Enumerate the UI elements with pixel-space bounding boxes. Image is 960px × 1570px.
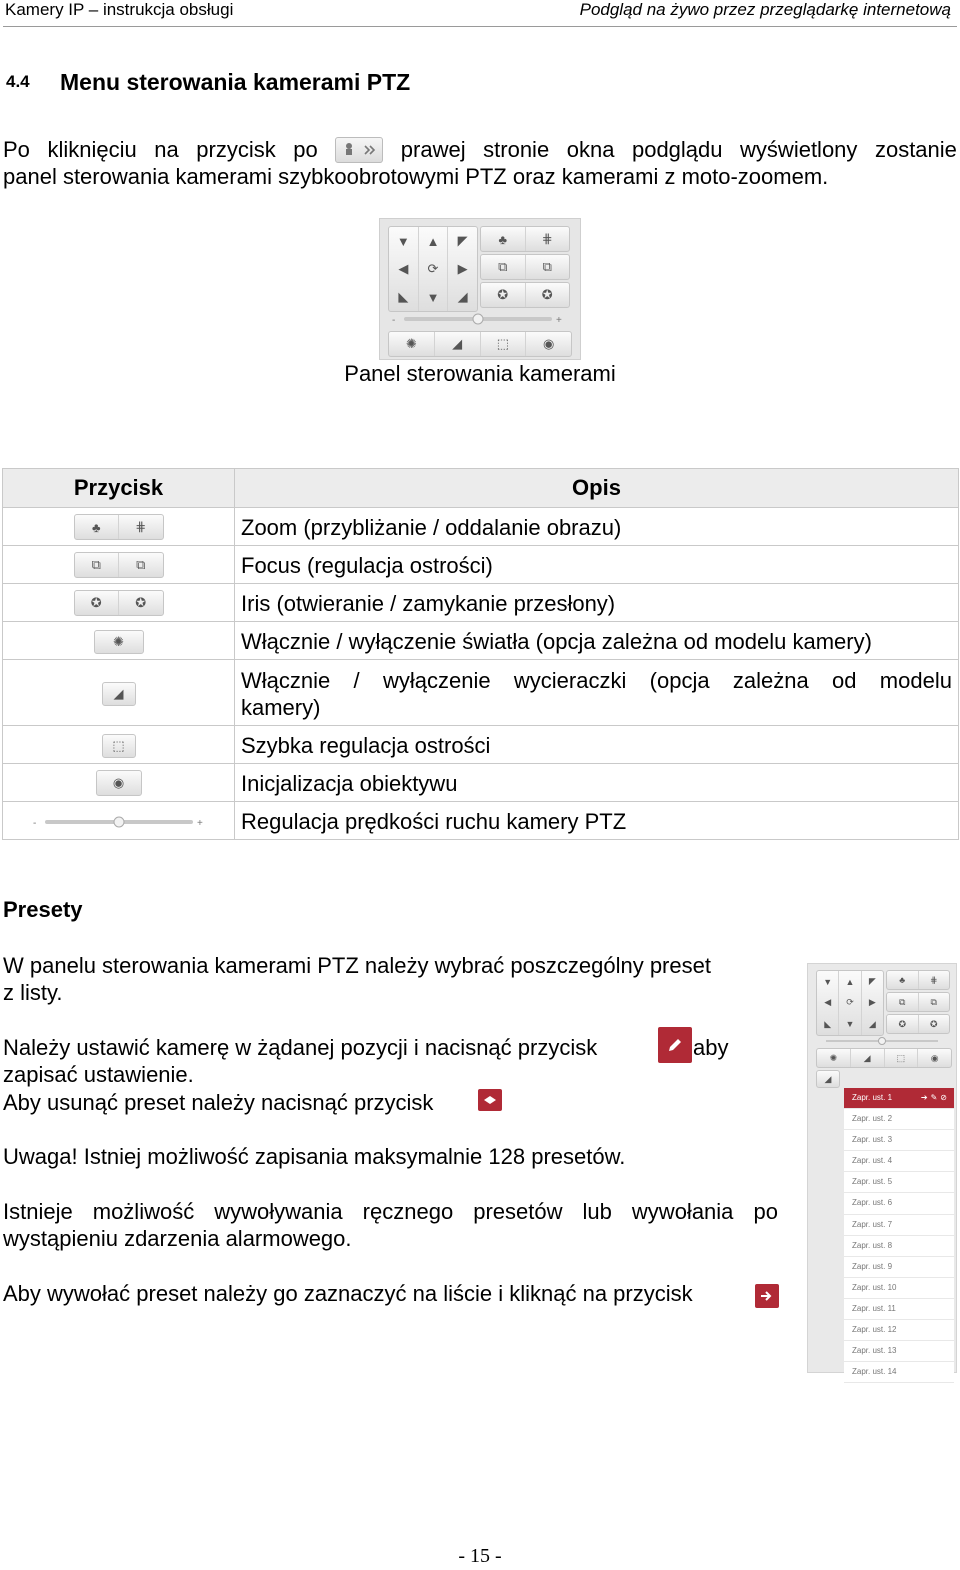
button-table <box>2 468 959 840</box>
header-right: Podgląd na żywo przez przeglądarkę internetową <box>579 0 951 19</box>
speed-slider-icon <box>29 815 209 829</box>
presets-p5-line1 <box>3 1198 778 1226</box>
direction-pad <box>388 226 478 312</box>
preset-label: Zapr. ust. 1 <box>852 1093 893 1103</box>
intro-word: prawej <box>400 137 466 162</box>
presets-p1-line1: W panelu sterowania kamerami PTZ należy wybrać poszczególny preset <box>3 953 711 978</box>
focus-far-icon[interactable]: ⧉ <box>525 255 570 279</box>
table-row <box>3 726 959 764</box>
zoom-out-icon: ⋕ <box>118 515 163 539</box>
zoom-group <box>480 226 570 252</box>
intro-word: przycisk <box>196 137 276 162</box>
arrow-down-left-icon[interactable]: ◣ <box>398 289 409 304</box>
table-row <box>3 660 959 726</box>
arrow-right-icon[interactable]: ▶ <box>861 992 883 1013</box>
p5-word: lub <box>582 1199 612 1224</box>
small-speed-slider[interactable] <box>816 1036 948 1046</box>
table-desc: Focus (regulacja ostrości) <box>235 546 959 584</box>
wiper-desc-line-1 <box>241 667 952 694</box>
preset-actions-icon: ➔✎⊘ <box>920 1093 950 1103</box>
wiper-desc-line-2: kamery) <box>241 694 321 720</box>
light-icon: ✺ <box>113 633 124 649</box>
iris-close-icon: ✪ <box>118 591 163 615</box>
presets-p3: Aby usunąć preset należy nacisnąć przycisk <box>3 1090 434 1115</box>
ptz-panel <box>379 218 581 360</box>
focus-near-icon: ⧉ <box>91 557 101 573</box>
desc-word: modelu <box>879 667 952 693</box>
arrow-up-icon[interactable]: ▲ <box>838 971 860 992</box>
p5-word: po <box>753 1199 778 1224</box>
table-desc: Szybka regulacja ostrości <box>235 726 959 764</box>
quick-focus-icon[interactable]: ⬚ <box>480 332 526 356</box>
list-item[interactable]: Zapr. ust. 13 <box>844 1341 954 1362</box>
list-item[interactable]: Zapr. ust. 4 <box>844 1151 954 1172</box>
arrow-down-right-icon[interactable]: ◢ <box>861 1014 883 1035</box>
preset-tab-icon: ◢ <box>824 1073 832 1084</box>
list-item[interactable]: Zapr. ust. 9 <box>844 1257 954 1278</box>
list-item[interactable]: Zapr. ust. 11 <box>844 1299 954 1320</box>
table-desc: Inicjalizacja obiektywu <box>235 764 959 802</box>
table-desc: Zoom (przybliżanie / oddalanie obrazu) <box>235 508 959 546</box>
list-item[interactable]: Zapr. ust. 5 <box>844 1172 954 1193</box>
speed-slider <box>3 802 235 840</box>
table-row <box>3 508 959 546</box>
list-item[interactable]: Zapr. ust. 14 <box>844 1362 954 1383</box>
iris-open-icon[interactable]: ✪ <box>898 1018 907 1029</box>
p5-word: ręcznego <box>362 1199 454 1224</box>
small-direction-pad <box>816 970 884 1036</box>
intro-word: Po <box>3 137 30 162</box>
ptz-preset-panel <box>807 963 957 1377</box>
table-row <box>3 584 959 622</box>
auto-rotate-icon[interactable]: ⟳ <box>838 992 860 1013</box>
wiper-icon[interactable]: ◢ <box>850 1049 884 1067</box>
wiper-icon[interactable]: ◢ <box>434 332 480 356</box>
list-item[interactable]: Zapr. ust. 12 <box>844 1320 954 1341</box>
lens-init-icon[interactable]: ◉ <box>525 332 571 356</box>
list-item[interactable]: Zapr. ust. 6 <box>844 1193 954 1214</box>
delete-preset-icon <box>478 1089 502 1111</box>
table-header-row <box>3 469 959 508</box>
section-title: Menu sterowania kamerami PTZ <box>60 69 411 95</box>
presets-p4: Uwaga! Istniej możliwość zapisania maksymalnie 128 presetów. <box>3 1144 626 1169</box>
speed-slider[interactable] <box>388 312 568 326</box>
iris-group <box>480 282 570 308</box>
light-button <box>3 622 235 660</box>
table-desc: Regulacja prędkości ruchu kamery PTZ <box>235 802 959 840</box>
zoom-buttons <box>3 508 235 546</box>
presets-p2-line2: zapisać ustawienie. <box>3 1062 194 1087</box>
iris-close-icon[interactable]: ✪ <box>525 283 570 307</box>
section-number: 4.4 <box>6 72 30 91</box>
table-header-button: Przycisk <box>3 469 235 508</box>
desc-word: (opcja <box>649 667 710 693</box>
wiper-button <box>3 660 235 726</box>
iris-open-icon: ✪ <box>90 595 102 611</box>
desc-word: od <box>832 667 857 693</box>
focus-near-icon[interactable]: ⧉ <box>498 259 508 274</box>
iris-close-icon[interactable]: ✪ <box>918 1015 950 1033</box>
desc-word: / <box>353 667 360 693</box>
arrow-up-right-icon[interactable]: ◤ <box>447 227 477 255</box>
intro-line-1 <box>3 136 957 164</box>
save-preset-icon <box>658 1027 692 1063</box>
zoom-in-icon: ♣ <box>91 519 101 535</box>
p5-word: wywoływania <box>214 1199 343 1224</box>
quick-focus-button <box>3 726 235 764</box>
arrow-down-right-icon[interactable]: ◢ <box>447 283 477 311</box>
arrow-down-left-icon[interactable]: ◣ <box>824 1018 832 1029</box>
lens-init-icon: ◉ <box>112 775 125 791</box>
presets-p2-line1-before: Należy ustawić kamerę w żądanej pozycji i nacisnąć przycisk <box>3 1035 598 1060</box>
intro-word: zostanie <box>874 137 957 162</box>
desc-word: wyłączenie <box>382 667 491 693</box>
arrow-up-right-icon[interactable]: ◤ <box>861 971 883 992</box>
focus-far-icon[interactable]: ⧉ <box>918 993 950 1011</box>
preset-list <box>844 1088 954 1383</box>
intro-word: po <box>293 137 318 162</box>
arrow-up-icon[interactable]: ▲ <box>418 227 448 255</box>
svg-text:+: + <box>196 817 203 829</box>
presets-p6: Aby wywołać preset należy go zaznaczyć na liście i kliknąć na przycisk <box>3 1281 693 1306</box>
wiper-icon: ◢ <box>113 685 124 701</box>
zoom-out-icon[interactable]: ⋕ <box>918 971 950 989</box>
presets-p5-line2: wystąpieniu zdarzenia alarmowego. <box>3 1226 352 1251</box>
table-row <box>3 622 959 660</box>
auto-rotate-icon[interactable]: ⟳ <box>418 255 448 283</box>
table-header-desc: Opis <box>235 469 959 508</box>
list-item[interactable]: Zapr. ust. 10 <box>844 1278 954 1299</box>
desc-word: zależna <box>732 667 809 693</box>
list-item[interactable]: Zapr. ust. 7 <box>844 1215 954 1236</box>
svg-text:+: + <box>556 315 562 326</box>
zoom-out-icon[interactable]: ⋕ <box>525 227 570 251</box>
table-desc <box>235 660 959 726</box>
presets-p1-line2: z listy. <box>3 980 63 1005</box>
arrow-right-icon[interactable]: ▶ <box>447 255 477 283</box>
ptz-toggle-icon <box>335 137 383 163</box>
p5-word: presetów <box>473 1199 563 1224</box>
focus-near-icon[interactable]: ⧉ <box>899 996 906 1007</box>
intro-line-2: panel sterowania kamerami szybkoobrotowymi PTZ oraz kamerami z moto-zoomem. <box>3 164 829 189</box>
desc-word: wycieraczki <box>513 667 627 693</box>
arrow-left-icon[interactable]: ◀ <box>824 997 832 1008</box>
intro-word: na <box>154 137 179 162</box>
table-desc: Włącznie / wyłączenie światła (opcja zależna od modelu kamery) <box>235 622 959 660</box>
light-icon[interactable]: ✺ <box>829 1052 838 1063</box>
svg-text:-: - <box>32 817 36 829</box>
list-item[interactable]: Zapr. ust. 8 <box>844 1236 954 1257</box>
p5-word: możliwość <box>92 1199 195 1224</box>
small-iris-group <box>886 1014 950 1034</box>
intro-word: wyświetlony <box>740 137 858 162</box>
panel-caption: Panel sterowania kamerami <box>344 361 616 386</box>
arrow-down-icon[interactable]: ▼ <box>418 283 448 311</box>
focus-buttons <box>3 546 235 584</box>
p5-word: Istnieje <box>3 1199 73 1224</box>
presets-heading: Presety <box>3 897 83 922</box>
svg-text:-: - <box>392 315 396 326</box>
table-row <box>3 802 959 840</box>
intro-word: kliknięciu <box>47 137 137 162</box>
intro-word: podglądu <box>631 137 723 162</box>
list-item[interactable]: Zapr. ust. 2 <box>844 1109 954 1130</box>
page-number: - 15 - <box>458 1545 502 1567</box>
intro-word: stronie <box>483 137 550 162</box>
small-aux-group <box>816 1048 952 1068</box>
zoom-in-icon[interactable]: ♣ <box>899 975 906 985</box>
arrow-left-icon[interactable]: ◀ <box>398 261 409 276</box>
arrow-up-left-icon[interactable]: ▼ <box>823 976 833 987</box>
arrow-up-left-icon[interactable]: ▼ <box>396 233 410 249</box>
small-zoom-group <box>886 970 950 990</box>
arrow-down-icon[interactable]: ▼ <box>838 1014 860 1035</box>
small-focus-group <box>886 992 950 1012</box>
light-icon[interactable]: ✺ <box>405 336 417 351</box>
presets-p2-line1-after: aby <box>693 1035 729 1060</box>
lens-init-button <box>3 764 235 802</box>
preset-tab[interactable] <box>816 1070 840 1088</box>
lens-init-icon[interactable]: ◉ <box>917 1049 951 1067</box>
list-item[interactable]: Zapr. ust. 3 <box>844 1130 954 1151</box>
zoom-in-icon[interactable]: ♣ <box>498 231 508 247</box>
table-row <box>3 546 959 584</box>
focus-group <box>480 254 570 280</box>
aux-group <box>388 331 572 357</box>
iris-open-icon[interactable]: ✪ <box>497 287 509 302</box>
intro-word: okna <box>566 137 615 162</box>
table-desc: Iris (otwieranie / zamykanie przesłony) <box>235 584 959 622</box>
iris-buttons <box>3 584 235 622</box>
focus-far-icon: ⧉ <box>118 553 163 577</box>
table-row <box>3 764 959 802</box>
header-left: Kamery IP – instrukcja obsługi <box>5 0 234 19</box>
header-divider <box>3 26 957 27</box>
quick-focus-icon[interactable]: ⬚ <box>884 1049 918 1067</box>
list-item[interactable] <box>844 1088 954 1109</box>
quick-focus-icon: ⬚ <box>112 737 125 753</box>
call-preset-icon <box>755 1284 779 1308</box>
p5-word: wywołania <box>631 1199 734 1224</box>
desc-word: Włącznie <box>241 667 331 693</box>
